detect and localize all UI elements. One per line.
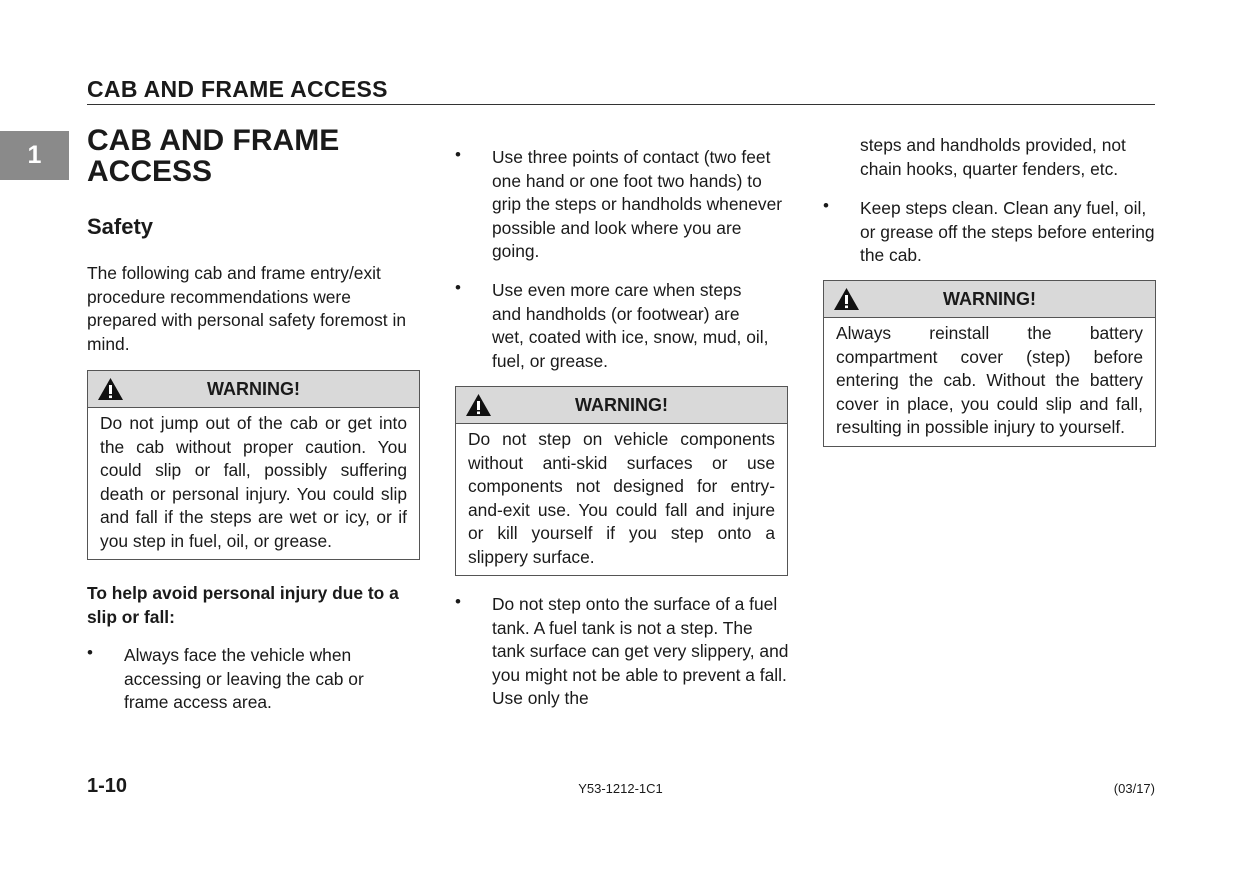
- warning-text: Do not step on vehicle components without anti-skid surfaces or use components not designed for entry-and-exit use. You could fall and injure or kill yourself if you step onto a slippery surface.: [468, 429, 775, 567]
- bullet-item: [455, 279, 775, 375]
- lead-paragraph: To help avoid personal injury due to a slip or fall:: [87, 583, 399, 627]
- warning-header: [456, 387, 787, 424]
- bullet-dot-icon: •: [455, 278, 461, 297]
- warning-label: WARNING!: [575, 394, 668, 415]
- page-title: [87, 125, 417, 187]
- section-subtitle: Safety: [87, 214, 154, 239]
- document-code: Y53-1212-1C1: [578, 781, 663, 796]
- page-title-line-1: CAB AND FRAME: [87, 124, 340, 157]
- page-number: 1-10: [87, 775, 128, 797]
- bullet-text: Always face the vehicle when accessing or leaving the cab or frame access area.: [124, 645, 364, 712]
- intro-paragraph: The following cab and frame entry/exit procedure recommendations were prepared with personal safety foremost in mind.: [87, 263, 406, 354]
- warning-header: [824, 281, 1155, 318]
- running-header: CAB AND FRAME ACCESS: [87, 76, 388, 102]
- warning-box-2: [455, 386, 788, 576]
- chapter-tab: 1: [0, 131, 69, 180]
- bullet-dot-icon: •: [455, 145, 461, 164]
- bullet-text: Use even more care when steps and handholds (or footwear) are wet, coated with ice, snow, mud, oil, fuel, or grease.: [492, 280, 769, 371]
- bullet-item: [455, 146, 790, 266]
- header-divider: [87, 104, 1155, 105]
- warning-triangle-icon: [465, 393, 492, 417]
- bullet-continuation: steps and handholds provided, not chain hooks, quarter fenders, etc.: [860, 135, 1126, 179]
- bullet-dot-icon: •: [823, 196, 829, 215]
- warning-box-1: [87, 370, 420, 560]
- bullet-item: [823, 197, 1155, 269]
- bullet-text: Use three points of contact (two feet one hand or one foot two hands) to grip the steps or handholds whenever possible and look where you are going.: [492, 147, 783, 261]
- warning-box-3: [823, 280, 1156, 447]
- bullet-dot-icon: •: [87, 643, 93, 662]
- warning-text: Do not jump out of the cab or get into the cab without proper caution. You could slip or fall, possibly suffering death or personal injury. You could slip and fall if the steps are wet or icy, or if you step in fuel, oil, or grease.: [100, 413, 407, 551]
- bullet-item: [455, 593, 790, 713]
- bullet-text: Keep steps clean. Clean any fuel, oil, or grease off the steps before entering the cab.: [860, 198, 1155, 265]
- warning-label: WARNING!: [943, 288, 1036, 309]
- warning-text: Always reinstall the battery compartment cover (step) before entering the cab. Without the battery cover in place, you could slip and fall, resulting in possible injury to yourself.: [836, 323, 1143, 437]
- page-title-line-2: ACCESS: [87, 155, 213, 188]
- warning-label: WARNING!: [207, 378, 300, 399]
- revision-date: (03/17): [1113, 781, 1155, 796]
- warning-triangle-icon: [97, 377, 124, 401]
- warning-triangle-icon: [833, 287, 860, 311]
- bullet-item: [87, 644, 407, 716]
- warning-header: [88, 371, 419, 408]
- bullet-dot-icon: •: [455, 592, 461, 611]
- bullet-text: Do not step onto the surface of a fuel tank. A fuel tank is not a step. The tank surface can get very slippery, and you might not be able to prevent a fall. Use only the: [492, 594, 789, 708]
